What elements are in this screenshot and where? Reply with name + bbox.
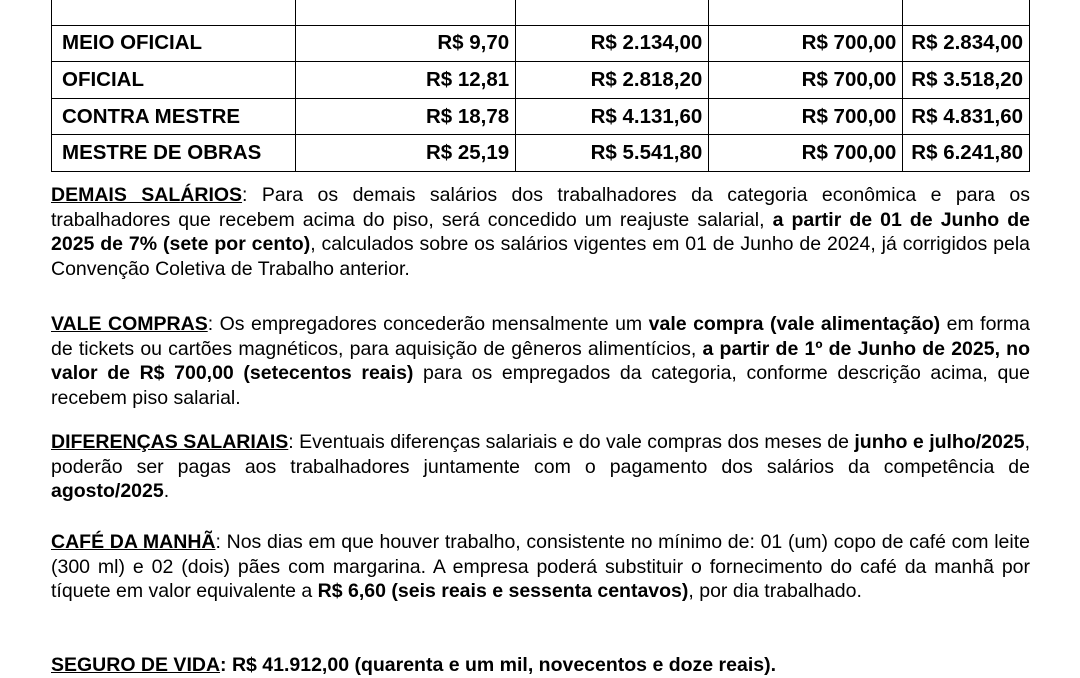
table-cell-monthly [516, 0, 709, 25]
table-cell-voucher: R$ 700,00 [709, 98, 903, 135]
body-text-bold: a partir de 01 de Junho de 2025 de 7% (sete por cento) [51, 208, 1030, 256]
body-text-bold: junho e julho/2025 [854, 431, 1025, 453]
table-cell-monthly: R$ 2.818,20 [516, 62, 709, 99]
section-heading [51, 313, 208, 335]
table-row [52, 62, 1030, 99]
table-cell-hourly: R$ 9,70 [295, 25, 515, 62]
table-cell-monthly: R$ 2.134,00 [516, 25, 709, 62]
table-row [52, 0, 1030, 25]
body-text: , poderão ser pagas aos trabalhadores juntamente com o pagamento dos salários da competência de [51, 431, 1030, 478]
paragraph-cafe-da-manha [51, 530, 1030, 604]
body-text: : R$ 41.912,00 (quarenta e um mil, novecentos e doze reais). [220, 654, 776, 676]
table-row [52, 98, 1030, 135]
section-heading [51, 654, 220, 676]
body-text: : Os empregadores concederão mensalmente um [207, 313, 649, 335]
wage-table [51, 0, 1030, 172]
body-text-bold: agosto/2025 [51, 480, 164, 503]
wage-table-body [52, 0, 1030, 171]
table-cell-total: R$ 2.834,00 [903, 25, 1030, 62]
body-text: em forma de tickets ou cartões magnéticos, para aquisição de gêneros alimentícios, [51, 313, 1030, 360]
table-cell-voucher: R$ 700,00 [709, 62, 903, 99]
body-text: : Para os demais salários dos trabalhadores da categoria econômica e para os trabalhadores que recebem acima do piso, será concedido um reajuste salarial, [51, 184, 1030, 231]
table-cell-role: MESTRE DE OBRAS [52, 135, 296, 172]
section-heading [51, 531, 216, 553]
table-cell-role [52, 0, 296, 25]
paragraph-demais-salarios [51, 183, 1030, 281]
table-cell-hourly: R$ 18,78 [295, 98, 515, 135]
table-cell-monthly: R$ 4.131,60 [516, 98, 709, 135]
table-cell-hourly: R$ 25,19 [295, 135, 515, 172]
table-cell-total: R$ 3.518,20 [903, 62, 1030, 99]
section-heading [51, 184, 242, 206]
paragraph-diferencas-salariais [51, 430, 1030, 504]
table-row [52, 25, 1030, 62]
table-cell-total: R$ 6.241,80 [903, 135, 1030, 172]
body-text-bold: vale compra (vale alimentação) [648, 313, 941, 335]
paragraph-vale-compras [51, 312, 1030, 410]
body-text: : Nos dias em que houver trabalho, consistente no mínimo de: 01 (um) copo de café com leite (300 ml) e 02 (dois) pães com margarina. A empresa poderá substituir o fornecimento do café da manhã por tíquete em valor equivalente a [51, 531, 1030, 603]
heading-text: CAFÉ DA MANHÃ [51, 531, 216, 553]
table-cell-total: R$ 4.831,60 [903, 98, 1030, 135]
table-cell-monthly: R$ 5.541,80 [516, 135, 709, 172]
section-heading [51, 431, 288, 453]
body-text: . [163, 480, 170, 503]
table-cell-role: MEIO OFICIAL [52, 25, 296, 62]
table-cell-voucher: R$ 700,00 [709, 135, 903, 172]
heading-text: DIFERENÇAS SALARIAIS [51, 431, 289, 453]
body-text: para os empregados da categoria, conforme descrição acima, que recebem piso salarial. [51, 362, 1031, 409]
body-text-bold: R$ 6,60 (seis reais e sessenta centavos) [317, 580, 689, 603]
heading-text: VALE COMPRAS [51, 313, 208, 335]
table-cell-voucher: R$ 700,00 [709, 25, 903, 62]
body-text-bold: a partir de 1º de Junho de 2025, no valor de R$ 700,00 (setecentos reais) [51, 337, 1030, 385]
table-cell-total [903, 0, 1030, 25]
table-cell-hourly [295, 0, 515, 25]
table-cell-role: OFICIAL [52, 62, 296, 99]
table-cell-role: CONTRA MESTRE [52, 98, 296, 135]
heading-text: DEMAIS SALÁRIOS [51, 184, 243, 206]
heading-text: SEGURO DE VIDA [51, 654, 221, 676]
paragraph-seguro-de-vida [51, 653, 1030, 678]
table-cell-hourly: R$ 12,81 [295, 62, 515, 99]
body-text: : Eventuais diferenças salariais e do vale compras dos meses de [288, 431, 855, 453]
body-text: , calculados sobre os salários vigentes em 01 de Junho de 2024, já corrigidos pela Convenção Coletiva de Trabalho anterior. [51, 233, 1031, 280]
table-cell-voucher [709, 0, 903, 25]
table-row [52, 135, 1030, 172]
body-text: , por dia trabalhado. [688, 580, 862, 603]
